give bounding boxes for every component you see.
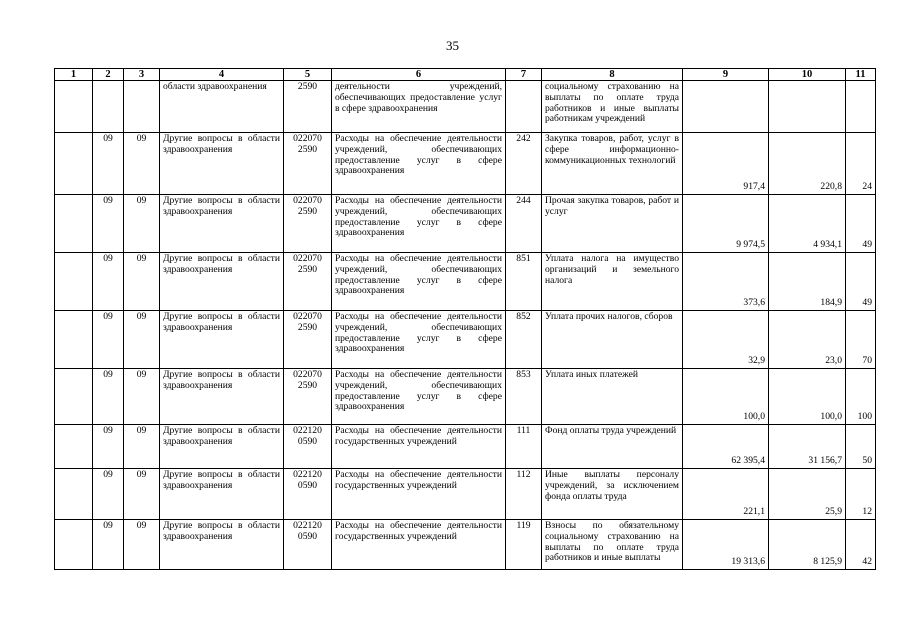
cell-expense-name: Иные выплаты персоналу учреждений, за исключением фонда оплаты труда (542, 469, 683, 520)
cell-expense-type: 853 (506, 369, 542, 425)
column-header: 7 (506, 69, 542, 81)
cell-subsection: 09 (124, 469, 160, 520)
cell-blank (55, 520, 93, 570)
cell-expense-type: 242 (506, 133, 542, 195)
cell-amount-actual: 25,9 (769, 469, 846, 520)
cell-subsection (124, 81, 160, 133)
cell-amount-actual: 31 156,7 (769, 425, 846, 469)
cell-subsection: 09 (124, 369, 160, 425)
cell-blank (55, 81, 93, 133)
cell-blank (55, 369, 93, 425)
cell-section (93, 81, 124, 133)
cell-amount-plan: 32,9 (683, 311, 769, 369)
cell-section-name: Другие вопросы в области здравоохранения (160, 195, 284, 253)
cell-target-code: 022070 2590 (284, 369, 332, 425)
cell-section-name: Другие вопросы в области здравоохранения (160, 133, 284, 195)
cell-subsection: 09 (124, 425, 160, 469)
cell-target-code: 2590 (284, 81, 332, 133)
cell-amount-plan: 373,6 (683, 253, 769, 311)
table-row (55, 520, 876, 570)
table-row (55, 81, 876, 133)
budget-table (54, 68, 876, 570)
cell-target-code: 022070 2590 (284, 311, 332, 369)
column-header: 5 (284, 69, 332, 81)
cell-expense-type: 119 (506, 520, 542, 570)
cell-section-name: области здравоохранения (160, 81, 284, 133)
cell-section-name: Другие вопросы в области здравоохранения (160, 469, 284, 520)
cell-expense-type (506, 81, 542, 133)
column-header: 9 (683, 69, 769, 81)
column-header: 11 (846, 69, 876, 81)
cell-section: 09 (93, 195, 124, 253)
table-row (55, 253, 876, 311)
cell-blank (55, 133, 93, 195)
cell-target-name: Расходы на обеспечение деятельности государственных учреждений (332, 520, 506, 570)
cell-section: 09 (93, 253, 124, 311)
cell-percent: 49 (846, 253, 876, 311)
cell-section: 09 (93, 520, 124, 570)
cell-target-name: Расходы на обеспечение деятельности государственных учреждений (332, 425, 506, 469)
cell-target-name: Расходы на обеспечение деятельности учреждений, обеспечивающих предоставление услуг в сфере здравоохранения (332, 311, 506, 369)
cell-section: 09 (93, 311, 124, 369)
cell-expense-type: 244 (506, 195, 542, 253)
cell-amount-actual: 184,9 (769, 253, 846, 311)
column-header: 6 (332, 69, 506, 81)
cell-percent: 50 (846, 425, 876, 469)
cell-percent: 100 (846, 369, 876, 425)
cell-percent: 49 (846, 195, 876, 253)
column-header: 4 (160, 69, 284, 81)
cell-subsection: 09 (124, 133, 160, 195)
cell-target-name: Расходы на обеспечение деятельности учреждений, обеспечивающих предоставление услуг в сфере здравоохранения (332, 369, 506, 425)
cell-amount-plan: 221,1 (683, 469, 769, 520)
cell-blank (55, 469, 93, 520)
cell-expense-type: 111 (506, 425, 542, 469)
cell-target-name: Расходы на обеспечение деятельности учреждений, обеспечивающих предоставление услуг в сфере здравоохранения (332, 253, 506, 311)
cell-amount-actual: 8 125,9 (769, 520, 846, 570)
cell-amount-actual: 220,8 (769, 133, 846, 195)
cell-subsection: 09 (124, 253, 160, 311)
column-header: 1 (55, 69, 93, 81)
cell-target-code: 022070 2590 (284, 253, 332, 311)
header-row (55, 69, 876, 81)
page-number: 35 (446, 38, 459, 53)
cell-section-name: Другие вопросы в области здравоохранения (160, 311, 284, 369)
cell-amount-plan: 19 313,6 (683, 520, 769, 570)
cell-percent: 70 (846, 311, 876, 369)
table-row (55, 369, 876, 425)
cell-amount-actual: 4 934,1 (769, 195, 846, 253)
cell-section-name: Другие вопросы в области здравоохранения (160, 520, 284, 570)
cell-percent (846, 81, 876, 133)
cell-amount-plan: 9 974,5 (683, 195, 769, 253)
cell-section-name: Другие вопросы в области здравоохранения (160, 425, 284, 469)
cell-expense-type: 852 (506, 311, 542, 369)
cell-percent: 24 (846, 133, 876, 195)
cell-section: 09 (93, 425, 124, 469)
cell-target-name: Расходы на обеспечение деятельности государственных учреждений (332, 469, 506, 520)
column-header: 8 (542, 69, 683, 81)
cell-subsection: 09 (124, 195, 160, 253)
cell-expense-name: Уплата иных платежей (542, 369, 683, 425)
column-header: 3 (124, 69, 160, 81)
cell-amount-plan: 100,0 (683, 369, 769, 425)
table-row (55, 311, 876, 369)
cell-amount-plan: 917,4 (683, 133, 769, 195)
cell-expense-type: 851 (506, 253, 542, 311)
cell-expense-name: Прочая закупка товаров, работ и услуг (542, 195, 683, 253)
cell-expense-name: Уплата прочих налогов, сборов (542, 311, 683, 369)
cell-target-code: 022070 2590 (284, 195, 332, 253)
cell-section: 09 (93, 369, 124, 425)
table-row (55, 195, 876, 253)
cell-percent: 42 (846, 520, 876, 570)
table-row (55, 469, 876, 520)
cell-target-code: 022120 0590 (284, 520, 332, 570)
cell-expense-name: Фонд оплаты труда учреждений (542, 425, 683, 469)
column-header: 2 (93, 69, 124, 81)
cell-expense-name: Взносы по обязательному социальному страхованию на выплаты по оплате труда работников и иные выплаты (542, 520, 683, 570)
cell-section-name: Другие вопросы в области здравоохранения (160, 253, 284, 311)
cell-blank (55, 195, 93, 253)
cell-expense-name: Уплата налога на имущество организаций и земельного налога (542, 253, 683, 311)
cell-amount-plan (683, 81, 769, 133)
cell-target-name: деятельности учреждений, обеспечивающих предоставление услуг в сфере здравоохранения (332, 81, 506, 133)
column-header: 10 (769, 69, 846, 81)
table-row (55, 425, 876, 469)
cell-expense-name: Закупка товаров, работ, услуг в сфере информационно-коммуникационных технологий (542, 133, 683, 195)
cell-expense-type: 112 (506, 469, 542, 520)
cell-section: 09 (93, 469, 124, 520)
cell-target-code: 022120 0590 (284, 425, 332, 469)
cell-blank (55, 253, 93, 311)
cell-blank (55, 425, 93, 469)
cell-section-name: Другие вопросы в области здравоохранения (160, 369, 284, 425)
cell-blank (55, 311, 93, 369)
cell-target-name: Расходы на обеспечение деятельности учреждений, обеспечивающих предоставление услуг в сфере здравоохранения (332, 133, 506, 195)
cell-section: 09 (93, 133, 124, 195)
cell-amount-actual (769, 81, 846, 133)
cell-amount-plan: 62 395,4 (683, 425, 769, 469)
table-row (55, 133, 876, 195)
cell-amount-actual: 100,0 (769, 369, 846, 425)
cell-subsection: 09 (124, 520, 160, 570)
cell-target-name: Расходы на обеспечение деятельности учреждений, обеспечивающих предоставление услуг в сфере здравоохранения (332, 195, 506, 253)
cell-expense-name: социальному страхованию на выплаты по оплате труда работников и иные выплаты работникам учреждений (542, 81, 683, 133)
cell-percent: 12 (846, 469, 876, 520)
cell-target-code: 022070 2590 (284, 133, 332, 195)
cell-amount-actual: 23,0 (769, 311, 846, 369)
cell-subsection: 09 (124, 311, 160, 369)
cell-target-code: 022120 0590 (284, 469, 332, 520)
